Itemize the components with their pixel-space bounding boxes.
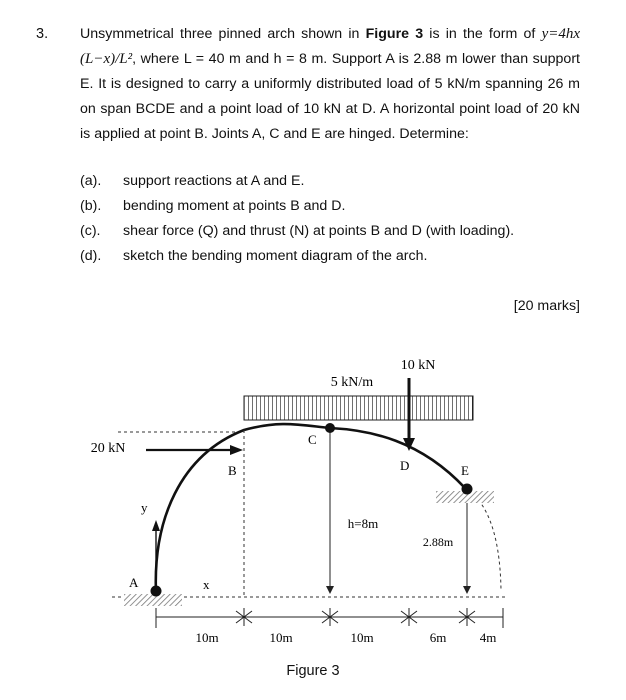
hinge-a [151, 586, 162, 597]
horizontal-load-label: 20 kN [90, 441, 126, 456]
span-label: 4m [479, 630, 497, 645]
arch-continuation-dashed [465, 488, 501, 590]
arch-equation: y=4hx (L−x)/L² [80, 26, 580, 67]
hinge-e [462, 484, 473, 495]
part-text: bending moment at points B and D. [123, 198, 346, 214]
horizontal-load-arrowhead [230, 445, 243, 455]
udl-label: 5 kN/m [330, 375, 374, 390]
label-c: C [308, 432, 317, 447]
figure-reference: Figure 3 [365, 26, 424, 42]
part-text: shear force (Q) and thrust (N) at points B and D (with loading). [123, 223, 515, 239]
question-number: 3. [36, 26, 49, 42]
question-text-part3: , where L = 40 m and h = 8 m. Support A is 2.88 m lower than support E. It is designed to carry a uniformly distributed load of 5 kN/m spanning 26 m on span BCDE and a point load of 10 kN at D. A horizontal point load of 20 kN is applied at point B. Joints A, C and E are hinged. Determine: [80, 51, 580, 142]
y-axis-arrowhead [152, 520, 160, 531]
y-axis-label: y [141, 500, 148, 515]
part-text: support reactions at A and E. [123, 173, 305, 189]
c-vertical-arrowhead [326, 586, 334, 594]
part-label: (c). [80, 223, 101, 239]
part-label: (a). [80, 173, 102, 189]
label-e: E [461, 463, 469, 478]
part-text: sketch the bending moment diagram of the arch. [123, 248, 428, 264]
part-label: (d). [80, 248, 102, 264]
label-d: D [400, 458, 410, 473]
question-text-part1: Unsymmetrical three pinned arch shown in [80, 26, 366, 42]
marks: [20 marks] [513, 298, 580, 314]
question-text-part2: is in the form of [423, 26, 536, 42]
x-axis-label: x [203, 577, 210, 592]
label-b: B [228, 463, 237, 478]
point-load-label: 10 kN [400, 358, 436, 373]
udl-block [244, 396, 473, 420]
part-label: (b). [80, 198, 102, 214]
support-a-ground [124, 594, 182, 606]
rise-label: h=8m [347, 516, 379, 531]
span-label: 10m [269, 630, 293, 645]
hinge-c [325, 423, 335, 433]
span-label: 6m [429, 630, 447, 645]
e-vertical-arrowhead [463, 586, 471, 594]
span-label: 10m [195, 630, 219, 645]
label-a: A [129, 575, 139, 590]
e-offset-label: 2.88m [422, 535, 454, 549]
figure-caption: Figure 3 [286, 663, 340, 679]
span-label: 10m [350, 630, 374, 645]
